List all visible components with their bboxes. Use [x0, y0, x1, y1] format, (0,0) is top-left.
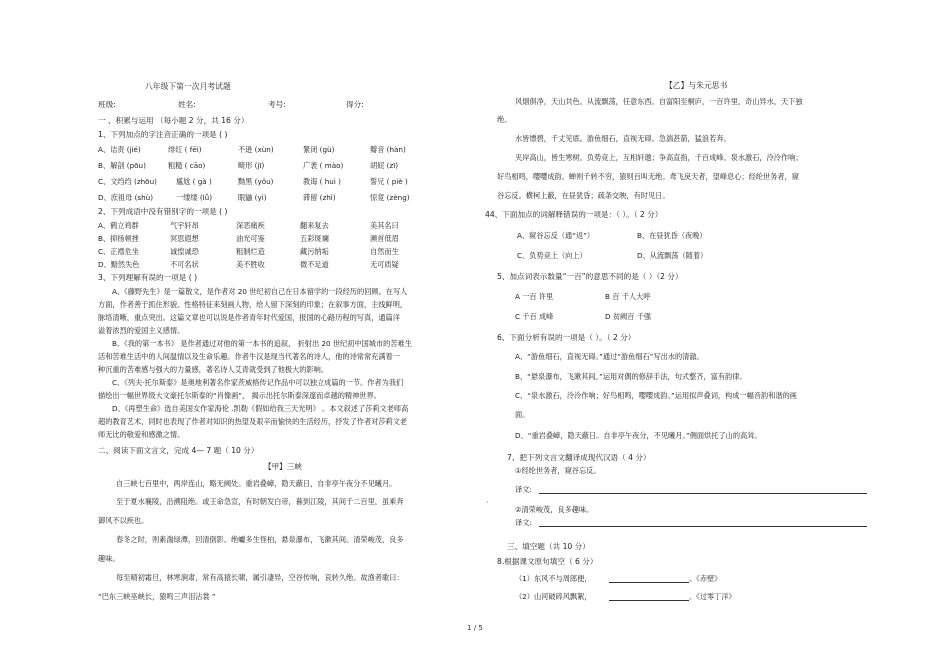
q3-option-d-line3: 师无比的敬爱和感激之情。: [98, 430, 185, 439]
q5-option-d: D 贫阙百 千强: [605, 312, 652, 321]
passage-jia-p3-line2: 趣味。: [98, 554, 120, 563]
q6-option-a: A、“游鱼细石，直视无碍。”通过“游鱼细石”写出水的清澈。: [515, 352, 704, 361]
passage-yi-p3-line3: 谷忘反。横柯上蔽，在昼犹昏；疏条交映，有时见日。: [497, 191, 670, 200]
q3-option-c-line1: C、《列夫·托尔斯泰》是奥地利著名作家茨威格传记作品中可以独立成篇的一节。作者为我们: [112, 378, 404, 387]
section-3-heading: 三、填空题（共 10 分）: [507, 542, 590, 551]
q1-option-a-5: 瓣音 (hàn): [370, 145, 406, 154]
q2-option-b-3: 油光可鉴: [236, 234, 265, 243]
q2-option-d-2: 不可名状: [170, 260, 199, 269]
q1-option-d: D、庶祖母 (shù): [98, 193, 154, 202]
page-dot: ·: [486, 498, 489, 507]
question-44: 44、下面加点的词解释错误的一项是：（ ）。（ 2 分）: [485, 210, 663, 219]
q2-option-d-4: 微不足道: [300, 260, 329, 269]
q2-option-b-2: 冥思遐想: [170, 234, 199, 243]
q7-translation-label-2: 译文:: [515, 518, 532, 527]
q2-option-b-4: 五彩斑斓: [300, 234, 329, 243]
q1-option-a: A、诘责 (jié): [98, 145, 141, 154]
q44-option-c: C、负势竞上（向上）: [517, 251, 587, 260]
passage-jia-p2-line1: 至于夏水襄陵，沿溯阻绝。或王命急宣，有时朝发白帝，暮到江陵，其间千二百里，虽乘奔: [116, 497, 404, 506]
q5-option-b: B 百 千人大呼: [605, 292, 651, 301]
q3-option-b-line2: 活和苦难生活中的人间温情以及生命乐趣。作者牛汉是现当代著名的诗人，他的诗常常充满着一: [98, 352, 400, 361]
q44-option-a: A、窥谷忘反（通“返”）: [517, 231, 595, 240]
question-2: 2、下列成语中没有错别字的一项是 ( ): [98, 207, 228, 216]
q2-option-c-5: 自然而生: [370, 247, 399, 256]
passage-yi-title: 【乙】与朱元思书: [665, 81, 728, 90]
q3-option-b-line3: 种沉重的苦难感与强大的力量感，著名诗人艾青就受到了他极大的影响。: [98, 365, 329, 374]
q44-option-d: D、从流飘荡（随着）: [637, 251, 708, 260]
q2-option-c-2: 诚惶诚恐: [170, 247, 199, 256]
section-1-heading: 一 、积累与运用 （每小题 2 分，共 16 分）: [98, 116, 249, 125]
q3-option-c-line2: 描绘出一幅世界级大文豪托尔斯泰的“肖像画”， 揭示出托尔斯泰深邃而卓越的精神世界。: [98, 391, 381, 400]
q1-option-a-4: 緊闭 (gù): [303, 145, 335, 154]
q2-option-a-5: 美其名曰: [370, 221, 399, 230]
q1-option-a-3: 不逊 (xùn): [238, 145, 274, 154]
info-name: 姓名:: [178, 100, 196, 109]
q3-option-d-line2: 超的教育艺术，同时也表现了作者对知识的热望及艰辛而愉快的生活经历，抒发了作者对莎莉文老: [98, 417, 408, 426]
q2-option-c-3: 粗制烂造: [236, 247, 265, 256]
q1-option-c-2: 尴尬 ( gà ): [176, 177, 212, 186]
q6-option-c-line1: C、“泉水激石，泠泠作响；好鸟相鸣，嘤嘤成韵。”运用拟声叠词，构成一幅音韵和谐的画: [515, 391, 797, 400]
q1-option-d-4: 滞留 (zhì): [303, 193, 336, 202]
q1-option-d-2: 一缕缕 (lǚ): [176, 193, 213, 202]
q1-option-a-2: 绯红 ( fēi): [168, 145, 202, 154]
q8-item-2-suffix: 。《过零丁洋》: [689, 592, 736, 601]
section-2-heading: 二、阅读下面文言文，完成 4— 7 题（ 10 分）: [98, 446, 259, 455]
q7-translation-label-1: 译文:: [515, 485, 532, 494]
question-1: 1、下列加点的字注音正确的一项是 ( ): [98, 130, 228, 139]
passage-yi-p2: 水皆缥碧，千丈见底。游鱼细石，直视无碍。急湍甚箭，猛浪若奔。: [515, 134, 731, 143]
q8-blank-2[interactable]: [609, 600, 689, 601]
q7-item-1: ①经纶世务者，窥谷忘反。: [515, 466, 601, 475]
passage-jia-p2-line2: 御风不以疾也。: [98, 516, 149, 525]
q1-option-c-4: 教诲 ( huì ): [303, 177, 341, 186]
q7-item-2: ②清荣峻茂，良多趣味。: [515, 505, 594, 514]
q1-option-b-3: 畸形 (jī): [238, 161, 265, 170]
q3-option-b-line1: B、《我的第一本书》 是作者通过对他的第一本书的追叙， 折射出 20 世纪初中国城市的苦难生: [112, 339, 412, 348]
q7-answer-line-1[interactable]: [539, 493, 867, 494]
passage-yi-p1-line2: 绝。: [497, 115, 512, 124]
q1-option-b-5: 胡屁 (zī): [370, 161, 399, 170]
q2-option-b-5: 濒首低眉: [370, 234, 399, 243]
q3-option-a-line3: 脉络清晰，重点突出。这篇文章也可以说是作者青年时代爱国，报国的心路历程的写真，通篇洋: [98, 313, 400, 322]
q8-blank-1[interactable]: [609, 582, 689, 583]
q1-option-c-5: 誓兄 ( piè ): [370, 177, 408, 186]
q7-answer-line-2[interactable]: [539, 526, 867, 527]
q3-option-a-line1: A、《藤野先生》是一篇散文，是作者对 20 世纪初自己在日本留学的一段经历的回顾。在写人: [112, 287, 408, 296]
q1-option-b-4: 广袤 ( mào): [303, 161, 344, 170]
exam-title: 八年级下第一次月考试题: [145, 82, 231, 91]
info-number: 考号:: [268, 100, 286, 109]
q5-option-c: C 千百 成峰: [515, 312, 554, 321]
question-8: 8.根据课文原句填空（ 6 分）: [497, 557, 598, 566]
q2-option-c: C、正襟危坐: [98, 247, 139, 256]
question-5: 5、加点词表示数量“一百”的意思不同的是（ ）（2 分）: [497, 272, 683, 281]
q44-option-b: B、在昼犹昏（夜晚）: [637, 231, 707, 240]
q2-option-b: B、抑扬顿挫: [98, 234, 139, 243]
question-3: 3、下列理解有误的一项是 ( ): [98, 273, 198, 282]
q2-option-a-3: 深恶痛疾: [236, 221, 265, 230]
q1-option-c-3: 黝黑 (yǒu): [238, 177, 274, 186]
q8-item-1-prefix: （1）东风不与周郎便，: [515, 574, 592, 583]
passage-jia-title: 【甲】三峡: [264, 462, 302, 471]
passage-jia-p4-line1: 每至晴初霜旦，林寒涧肃，常有高猿长啸，属引凄异，空谷传响，哀转久绝。故渔者歌曰：: [116, 573, 404, 582]
q2-option-a-2: 气宇轩昂: [170, 221, 199, 230]
q2-option-a: A、鹤立鸡群: [98, 221, 139, 230]
page-number: 1 / 5: [467, 624, 483, 632]
passage-jia-p4-line2: “巴东三峡巫峡长，猿鸣三声泪沾裳 ”: [98, 592, 216, 601]
q8-item-1-suffix: 。《赤壁》: [689, 574, 722, 583]
q3-option-a-line4: 溢着浓烈的爱国主义感情。: [98, 326, 185, 335]
question-6: 6、下面分析有误的一项是（ ）。（ 2 分）: [497, 333, 636, 342]
q1-option-d-3: 眼鼬 (yì): [238, 193, 267, 202]
q2-option-d-5: 无可质疑: [370, 260, 399, 269]
q8-item-2-prefix: （2）山河破碎风飘絮，: [515, 592, 592, 601]
q6-option-d: D、“重岩叠嶂，隐天蔽日。自非亭午夜分，不见曦月。”侧面烘托了山的高耸。: [515, 431, 762, 440]
info-score: 得分:: [346, 100, 364, 109]
question-7: 7、把下列文言文翻译成现代汉语（ 4 分）: [507, 453, 651, 462]
q2-option-a-4: 翻来复去: [300, 221, 329, 230]
passage-jia-p3-line1: 春冬之时，则素湍绿潭，回清倒影。绝巘多生怪柏，悬泉瀑布，飞漱其间。清荣峻茂，良多: [116, 535, 404, 544]
q2-option-d-3: 美不胜收: [236, 260, 265, 269]
q1-option-b: B、解剖 (pōu): [98, 161, 146, 170]
passage-yi-p1-line1: 风烟俱净，天山共色。从流飘荡，任意东西。自富阳至桐庐，一百许里，奇山异水，天下独: [515, 97, 803, 106]
q1-option-b-2: 粗糙 ( cāo): [168, 161, 206, 170]
q6-option-c-line2: 面。: [515, 410, 530, 419]
q5-option-a: A 一百 许里: [515, 292, 554, 301]
q3-option-d-line1: D、《再塑生命》选自美国女作家海伦 .凯勒《假如给我三天光明》 。本文叙述了莎莉文老师高: [112, 404, 409, 413]
passage-jia-p1: 自三峡七百里中，两岸连山，略无阙处。重岩叠嶂，隐天蔽日，自非亭午夜分不见曦月。: [116, 479, 397, 488]
passage-yi-p3-line1: 夹岸高山，皆生寒树。负势竞上，互相轩邈；争高直指，千百成峰。泉水激石，泠泠作响；: [515, 153, 803, 162]
passage-yi-p3-line2: 好鸟相鸣，嘤嘤成韵。蝉则千转不穷，猿则百叫无绝。鸢飞戾天者，望峰息心；经纶世务者，窥: [497, 172, 799, 181]
q6-option-b: B、“悬泉瀑布，飞漱其间。”运用对偶的修辞手法，句式整齐，富有韵律。: [515, 372, 747, 381]
q3-option-a-line2: 方面，作者善于抓住形貌、性格特征来刻画人物，给人留下深刻的印象；在叙事方面，主线鲜明，: [98, 300, 408, 309]
q2-option-d: D、黯然失色: [98, 260, 140, 269]
q1-option-d-5: 惊竟 (zèng): [370, 193, 410, 202]
q1-option-c: C、文绉绉 (zhōu): [98, 177, 157, 186]
q2-option-c-4: 藏污纳垢: [300, 247, 329, 256]
info-class: 班级:: [98, 100, 116, 109]
